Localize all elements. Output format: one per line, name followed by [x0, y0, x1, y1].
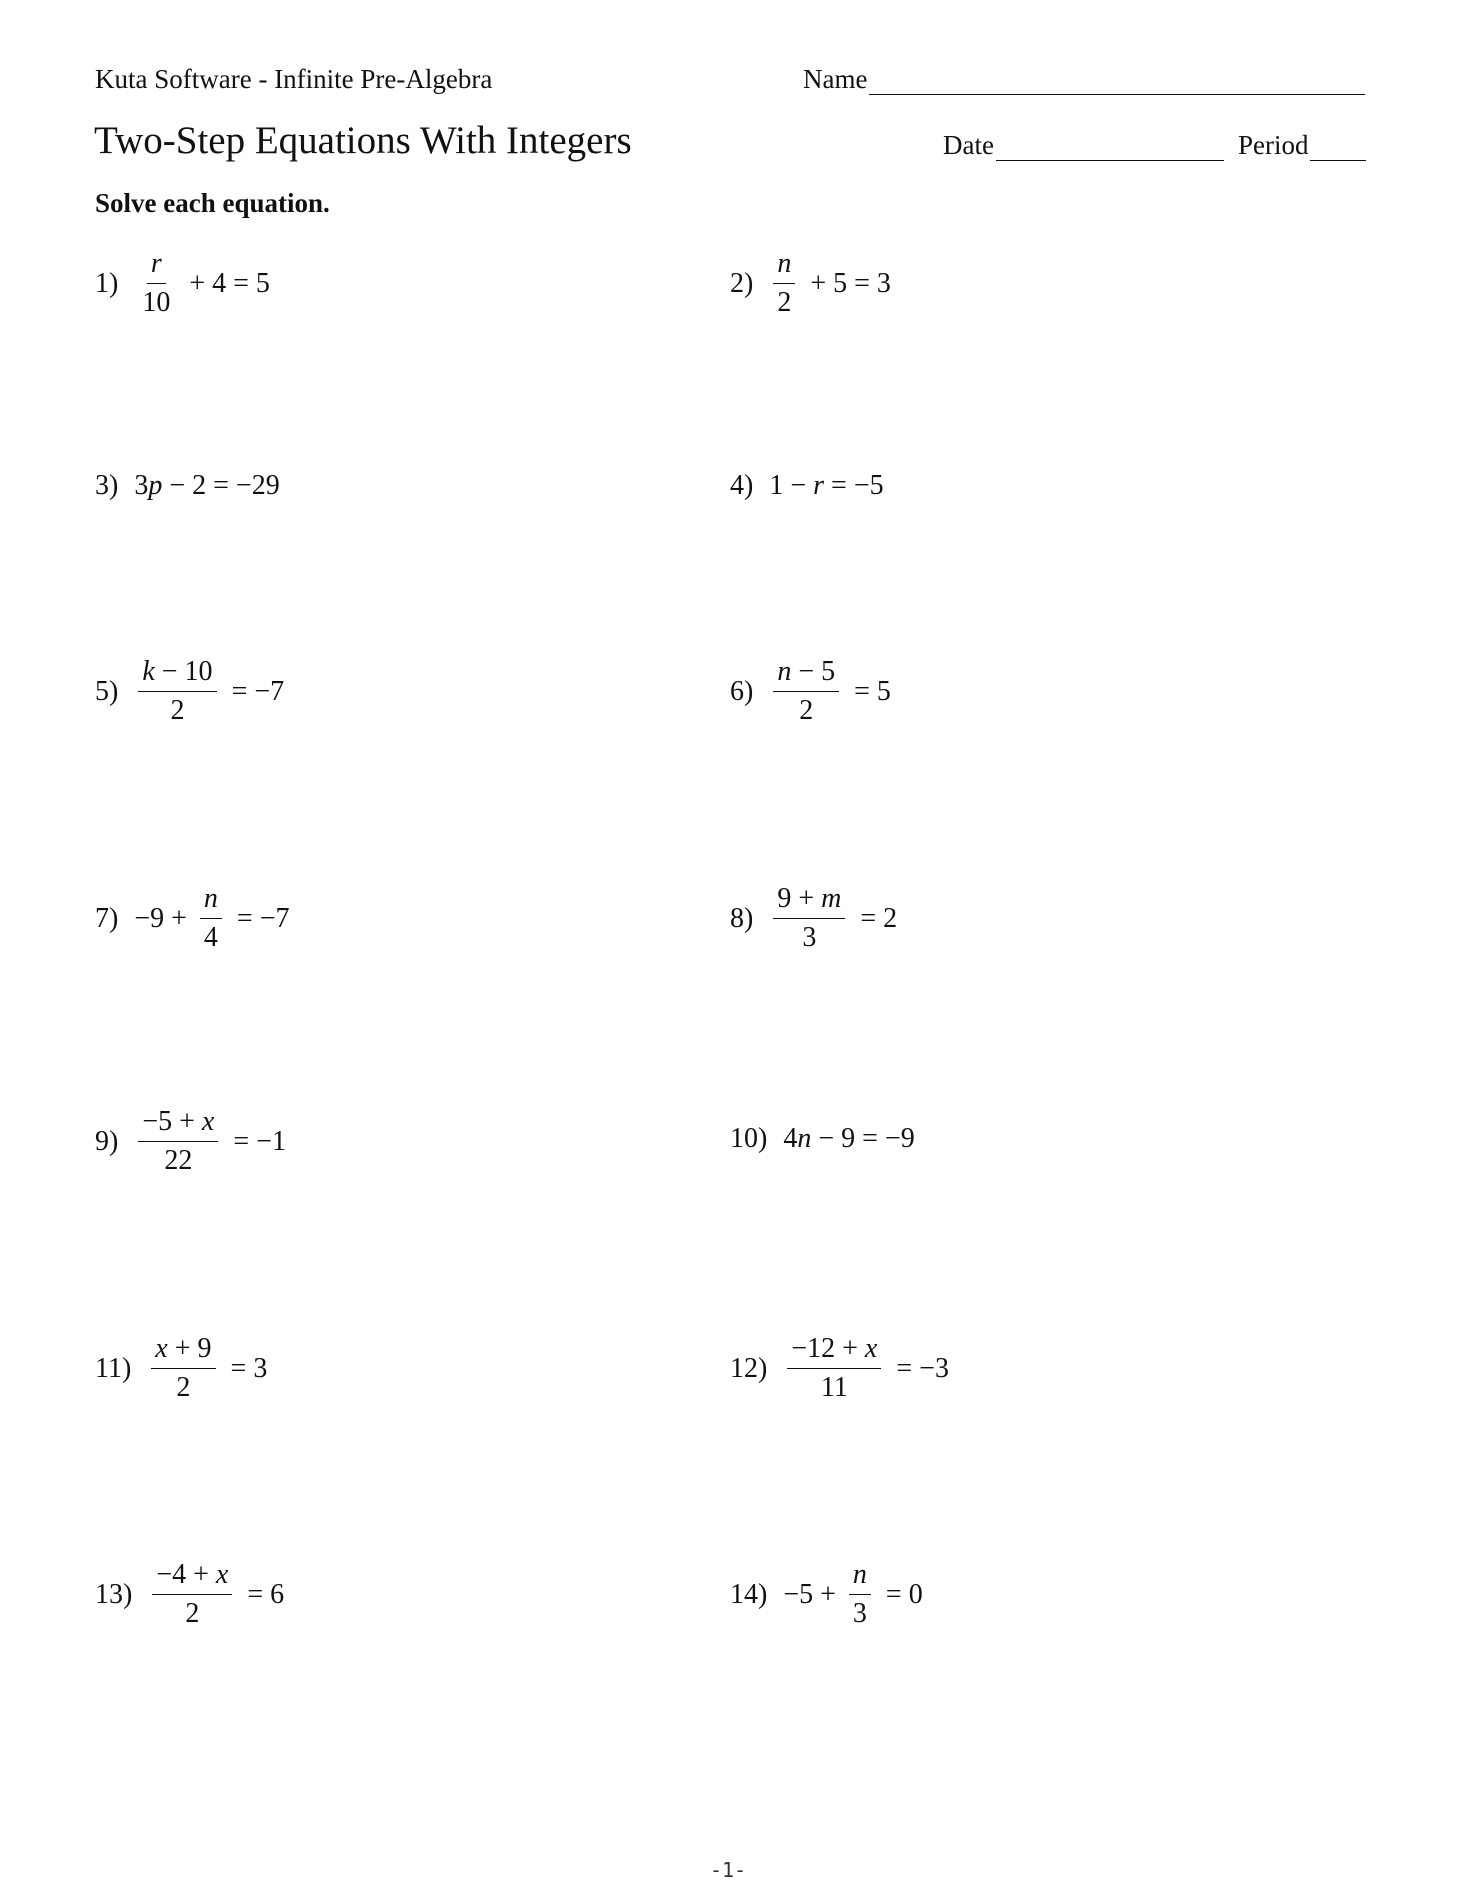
problem-2: [730, 247, 891, 320]
problem-number: 6): [730, 675, 754, 707]
expression: = 3: [223, 1352, 268, 1384]
expression: −5 +: [783, 1578, 843, 1610]
publisher-label: Kuta Software - Infinite Pre-Algebra: [95, 64, 493, 94]
problem-9: [95, 1105, 286, 1178]
problem-number: 14): [730, 1578, 768, 1610]
page-number: -1-: [710, 1858, 747, 1882]
date-blank[interactable]: [996, 134, 1224, 161]
expression: = 6: [240, 1578, 285, 1610]
fraction: [773, 655, 839, 728]
expression: 3p − 2 = −29: [134, 470, 280, 501]
problem-number: 7): [95, 902, 119, 934]
problem-number: 11): [95, 1352, 132, 1384]
numerator: r: [147, 247, 166, 284]
expression: = −1: [226, 1125, 286, 1157]
date-period-fields: [943, 130, 1366, 161]
denominator: 2: [185, 1598, 200, 1629]
fraction: [787, 1332, 881, 1405]
numerator: −5 + x: [138, 1105, 218, 1142]
fraction: [773, 882, 845, 955]
problem-8: [730, 882, 897, 955]
expression: = −3: [889, 1352, 949, 1384]
fraction: [849, 1558, 871, 1631]
problem-1: [95, 247, 270, 320]
problem-5: [95, 655, 284, 728]
period-label: Period: [1237, 130, 1309, 160]
denominator: 22: [164, 1145, 193, 1176]
period-blank[interactable]: [1310, 134, 1366, 161]
problem-number: 10): [730, 1123, 768, 1154]
name-blank[interactable]: [869, 68, 1365, 95]
problem-4: [730, 470, 884, 502]
numerator: n: [200, 882, 222, 919]
numerator: k − 10: [138, 655, 216, 692]
numerator: n − 5: [773, 655, 839, 692]
problem-number: 12): [730, 1352, 768, 1384]
numerator: −12 + x: [787, 1332, 881, 1369]
problem-3: [95, 470, 280, 502]
problem-number: 13): [95, 1578, 133, 1610]
numerator: n: [773, 247, 795, 284]
expression: = −7: [224, 675, 285, 707]
numerator: x + 9: [151, 1332, 215, 1369]
denominator: 2: [176, 1372, 191, 1403]
denominator: 3: [852, 1598, 867, 1629]
problem-12: [730, 1332, 949, 1405]
problem-number: 5): [95, 675, 119, 707]
problem-11: [95, 1332, 267, 1405]
worksheet-title: Two-Step Equations With Integers: [94, 119, 632, 162]
fraction: [200, 882, 222, 955]
denominator: 2: [799, 695, 814, 726]
denominator: 2: [170, 695, 185, 726]
expression: = −7: [229, 902, 290, 934]
expression: 4n − 9 = −9: [783, 1123, 915, 1154]
date-label: Date: [943, 130, 994, 160]
fraction: [151, 1332, 215, 1405]
name-field[interactable]: [803, 64, 1365, 95]
problem-13: [95, 1558, 284, 1631]
denominator: 2: [777, 287, 792, 318]
problem-6: [730, 655, 891, 728]
instructions: Solve each equation.: [95, 188, 330, 218]
problem-number: 4): [730, 470, 754, 501]
expression: = 5: [847, 675, 891, 707]
numerator: 9 + m: [773, 882, 845, 919]
name-label: Name: [803, 64, 868, 94]
denominator: 10: [142, 287, 171, 318]
fraction: [138, 655, 216, 728]
fraction: [773, 247, 795, 320]
problem-14: [730, 1558, 923, 1631]
problem-10: [730, 1123, 915, 1155]
expression: + 5 = 3: [803, 267, 891, 299]
expression: −9 +: [134, 902, 194, 934]
expression: 1 − r = −5: [769, 470, 884, 501]
problem-number: 8): [730, 902, 754, 934]
expression: + 4 = 5: [182, 267, 270, 299]
problem-7: [95, 882, 290, 955]
fraction: [152, 1558, 232, 1631]
fraction: [138, 247, 174, 320]
problem-number: 2): [730, 267, 754, 299]
denominator: 11: [820, 1372, 848, 1403]
problem-number: 3): [95, 470, 119, 501]
numerator: n: [849, 1558, 871, 1595]
denominator: 4: [203, 922, 218, 953]
numerator: −4 + x: [152, 1558, 232, 1595]
expression: = 0: [878, 1578, 923, 1610]
problem-number: 9): [95, 1125, 119, 1157]
expression: = 2: [853, 902, 898, 934]
denominator: 3: [802, 922, 817, 953]
problem-number: 1): [95, 267, 119, 299]
fraction: [138, 1105, 218, 1178]
